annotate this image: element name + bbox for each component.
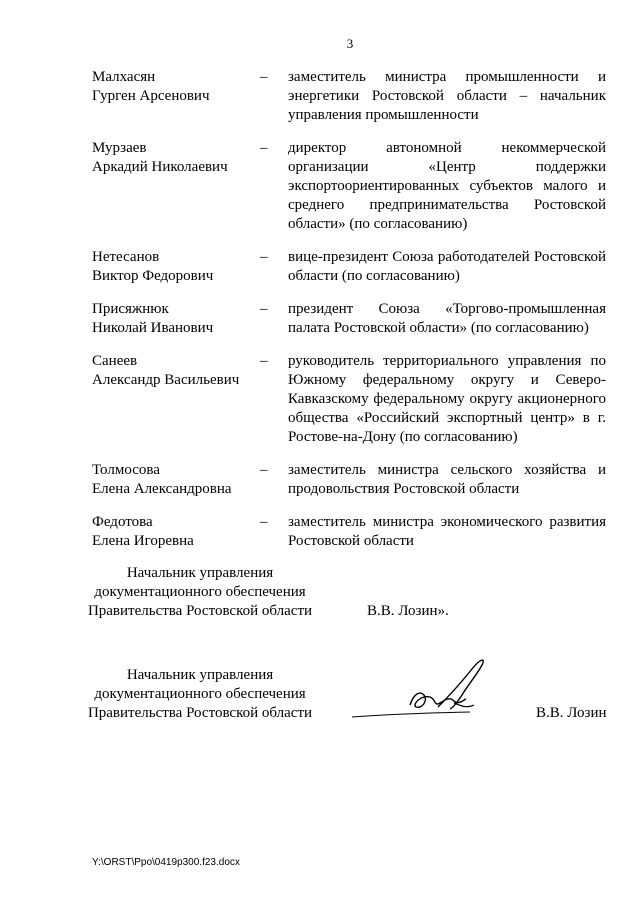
member-name bbox=[92, 300, 260, 338]
signer-name-quoted: В.В. Лозин». bbox=[367, 603, 449, 619]
member-name bbox=[92, 68, 260, 106]
member-position: вице-президент Союза работодателей Ростовской области (по согласованию) bbox=[288, 249, 606, 284]
member-name bbox=[92, 139, 260, 177]
dash: – bbox=[260, 249, 268, 265]
member-name bbox=[92, 352, 260, 390]
member-position: заместитель министра промышленности и энергетики Ростовской области – начальник управления промышленности bbox=[288, 69, 606, 123]
member-position: президент Союза «Торгово-промышленная палата Ростовской области» (по согласованию) bbox=[288, 301, 606, 336]
signature-title-line: документационного обеспечения bbox=[94, 584, 306, 600]
signer-name-final: В.В. Лозин bbox=[536, 705, 607, 721]
signature-title bbox=[80, 666, 320, 723]
member-surname: Нетесанов bbox=[92, 249, 160, 265]
signature-block-quoted bbox=[80, 564, 320, 621]
member-surname: Мурзаев bbox=[92, 140, 147, 156]
member-surname: Толмосова bbox=[92, 462, 160, 478]
page-number: 3 bbox=[346, 36, 354, 51]
dash: – bbox=[260, 301, 268, 317]
member-row bbox=[92, 68, 612, 125]
member-row bbox=[92, 461, 612, 499]
member-name bbox=[92, 513, 260, 551]
member-position: заместитель министра экономического развития Ростовской области bbox=[288, 514, 606, 549]
signature-title-line: Правительства Ростовской области bbox=[87, 603, 313, 619]
footer-file-path: Y:\ORST\Ppo\0419p300.f23.docx bbox=[92, 857, 240, 868]
member-position: заместитель министра сельского хозяйства и продовольствия Ростовской области bbox=[288, 462, 606, 497]
dash: – bbox=[260, 462, 268, 478]
signature-title bbox=[80, 564, 320, 621]
member-given-names: Александр Васильевич bbox=[92, 372, 240, 388]
member-surname: Присяжнюк bbox=[92, 301, 169, 317]
member-row bbox=[92, 352, 612, 447]
signature-block-final bbox=[80, 666, 320, 723]
member-name bbox=[92, 461, 260, 499]
member-given-names: Елена Игоревна bbox=[92, 533, 194, 549]
member-row bbox=[92, 139, 612, 234]
signature-title-line: Начальник управления bbox=[126, 565, 274, 581]
member-position: директор автономной некоммерческой организации «Центр поддержки экспортоориентированных субъектов малого и среднего предпринимательства Ростовской области» (по согласованию) bbox=[288, 140, 606, 232]
member-given-names: Аркадий Николаевич bbox=[92, 159, 228, 175]
member-row bbox=[92, 248, 612, 286]
signature-title-line: Начальник управления bbox=[126, 667, 274, 683]
signature-title-line: Правительства Ростовской области bbox=[87, 705, 313, 721]
member-surname: Санеев bbox=[92, 353, 138, 369]
member-given-names: Виктор Федорович bbox=[92, 268, 214, 284]
handwritten-signature-icon bbox=[350, 655, 500, 725]
dash: – bbox=[260, 353, 268, 369]
member-surname: Малхасян bbox=[92, 69, 156, 85]
signature-title-line: документационного обеспечения bbox=[94, 686, 306, 702]
dash: – bbox=[260, 69, 268, 85]
member-given-names: Гурген Арсенович bbox=[92, 88, 210, 104]
member-position: руководитель территориального управления по Южному федеральному округу и Северо-Кавказскому федеральному округу акционерного общества «Российский экспортный центр» в г. Ростове-на-Дону (по согласованию) bbox=[288, 353, 606, 445]
members-list bbox=[92, 68, 612, 565]
member-given-names: Елена Александровна bbox=[92, 481, 232, 497]
member-row bbox=[92, 513, 612, 551]
member-name bbox=[92, 248, 260, 286]
member-given-names: Николай Иванович bbox=[92, 320, 214, 336]
dash: – bbox=[260, 514, 268, 530]
dash: – bbox=[260, 140, 268, 156]
member-surname: Федотова bbox=[92, 514, 153, 530]
member-row bbox=[92, 300, 612, 338]
